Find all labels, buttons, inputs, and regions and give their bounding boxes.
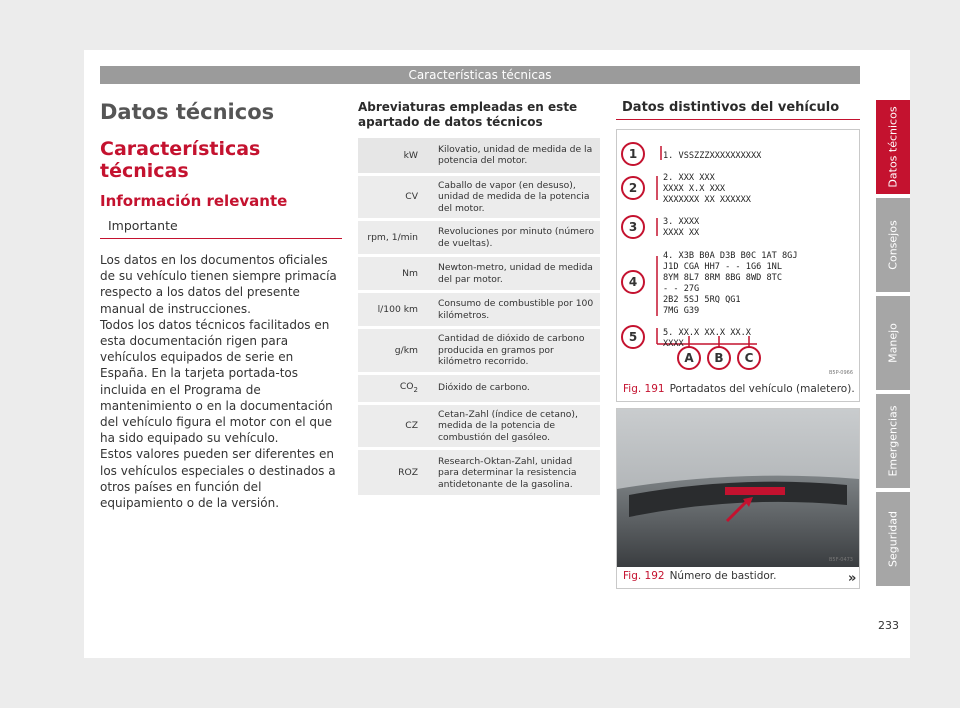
label-line: XXXX	[663, 339, 684, 349]
table-row	[358, 328, 600, 374]
tab-seguridad[interactable]: Seguridad	[876, 492, 910, 586]
figure-191	[616, 129, 860, 402]
vehicle-data-title: Datos distintivos del vehículo	[616, 100, 860, 120]
paragraph: Todos los datos técnicos facilitados en esta documentación rigen para vehículos equipados de serie en España. En la tarjeta portada-tos incluida en el Programa de mantenimiento o en la documentación del vehículo figura el motor con el que ha sido equipado su vehículo.	[100, 317, 333, 446]
abbr-value: Consumo de combustible por 100 kilómetros.	[438, 298, 594, 321]
marker-label: 2	[628, 181, 638, 195]
abbr-value: Newton-metro, unidad de medida del par motor.	[438, 262, 593, 285]
table-row	[358, 256, 600, 292]
label-line: 5. XX.X XX.X XX.X	[663, 328, 751, 338]
paragraph: Los datos en los documentos oficiales de su vehículo tienen siempre primacía respecto a los datos del presente manual de instrucciones.	[100, 253, 337, 316]
continue-indicator: »	[848, 571, 857, 586]
chapter-title: Datos técnicos	[100, 100, 275, 124]
abbr-key: ROZ	[398, 467, 418, 479]
label-line: 2B2 5SJ 5RQ QG1	[663, 295, 741, 305]
abbr-key: Nm	[402, 267, 418, 279]
abbr-value: Caballo de vapor (en desuso), unidad de medida de la potencia del motor.	[438, 179, 590, 214]
right-column	[616, 100, 860, 120]
vin-windshield-illustration	[617, 409, 859, 567]
marker-label: 4	[628, 275, 638, 289]
tab-consejos[interactable]: Consejos	[876, 198, 910, 292]
table-row	[358, 220, 600, 256]
abbr-key: l/100 km	[377, 303, 418, 315]
figure-caption-text: Portadatos del vehículo (maletero).	[669, 383, 855, 395]
figure-caption	[623, 383, 855, 395]
figure-caption	[623, 570, 776, 582]
abbr-value: Cetan-Zahl (índice de cetano), medida de la potencia de combustión del gasóleo.	[438, 408, 578, 443]
figure-number: Fig. 192	[623, 570, 665, 582]
body-text	[100, 252, 342, 511]
page-header: Características técnicas	[100, 66, 860, 84]
left-column	[100, 100, 342, 511]
abbreviations-table	[358, 138, 600, 498]
marker-label: A	[684, 351, 694, 365]
tab-emergencias[interactable]: Emergencias	[876, 394, 910, 488]
abbr-key: rpm, 1/min	[367, 231, 418, 243]
marker-label: 5	[628, 330, 638, 344]
figure-ref-id: B5P-0966	[828, 370, 853, 376]
figure-caption-text: Número de bastidor.	[669, 570, 777, 582]
abbr-value: Dióxido de carbono.	[438, 382, 530, 394]
tab-datos-tecnicos[interactable]: Datos técnicos	[876, 100, 910, 194]
figure-192	[616, 408, 860, 589]
label-line: 2. XXX XXX	[663, 173, 715, 183]
section-title: Características técnicas	[100, 138, 261, 182]
table-row	[358, 174, 600, 220]
abbreviations-title: Abreviaturas empleadas en este apartado de datos técnicos	[358, 100, 578, 129]
table-row	[358, 403, 600, 449]
figure-ref-id: B5F-0473	[828, 557, 853, 563]
marker-label: 1	[628, 147, 638, 161]
vehicle-data-label-illustration	[617, 130, 859, 370]
label-line: 7MG G39	[663, 306, 700, 316]
label-line: 4. X3B B0A D3B B0C 1AT 8GJ	[663, 251, 798, 261]
marker-label: B	[714, 351, 724, 365]
abbr-value: Cantidad de dióxido de carbono producida en gramos por kilómetro recorrido.	[438, 333, 585, 367]
paragraph: Estos valores pueden ser diferentes en los vehículos especiales o destinados a otros países en función del equipamiento o de la versión.	[100, 447, 336, 511]
abbr-key: CV	[405, 191, 418, 202]
page-number: 233	[878, 619, 899, 632]
middle-column	[358, 100, 600, 498]
label-line: 8YM 8L7 8RM 8BG 8WD 8TC	[663, 273, 782, 283]
marker-label: 3	[628, 220, 638, 234]
label-line: XXXX XX	[663, 228, 700, 238]
abbr-value: Research-Oktan-Zahl, unidad para determinar la resistencia antidetonante de la gasolina.	[438, 455, 577, 490]
figure-number: Fig. 191	[623, 383, 665, 395]
table-row	[358, 292, 600, 328]
label-line: 1. VSSZZZXXXXXXXXXX	[663, 151, 762, 161]
abbr-key: $CO_2$	[399, 380, 418, 394]
abbr-value: Kilovatio, unidad de medida de la potencia del motor.	[438, 143, 593, 167]
label-line: XXXXXXX XX XXXXXX	[663, 195, 751, 205]
table-row	[358, 373, 600, 403]
label-line: J1D CGA HH7 - - 1G6 1NL	[663, 262, 782, 272]
abbr-key: g/km	[394, 344, 418, 356]
table-row	[358, 449, 600, 497]
tab-manejo[interactable]: Manejo	[876, 296, 910, 390]
label-line: - - 27G	[663, 284, 700, 294]
notice-heading: Importante	[100, 218, 342, 239]
abbr-key: CZ	[405, 420, 418, 432]
table-row	[358, 138, 600, 174]
label-line: 3. XXXX	[663, 217, 700, 227]
abbr-key: kW	[403, 149, 418, 161]
marker-label: C	[744, 351, 754, 365]
subsection-title: Información relevante	[100, 192, 288, 210]
abbr-value: Revoluciones por minuto (número de vueltas).	[438, 226, 594, 249]
label-line: XXXX X.X XXX	[663, 184, 726, 194]
